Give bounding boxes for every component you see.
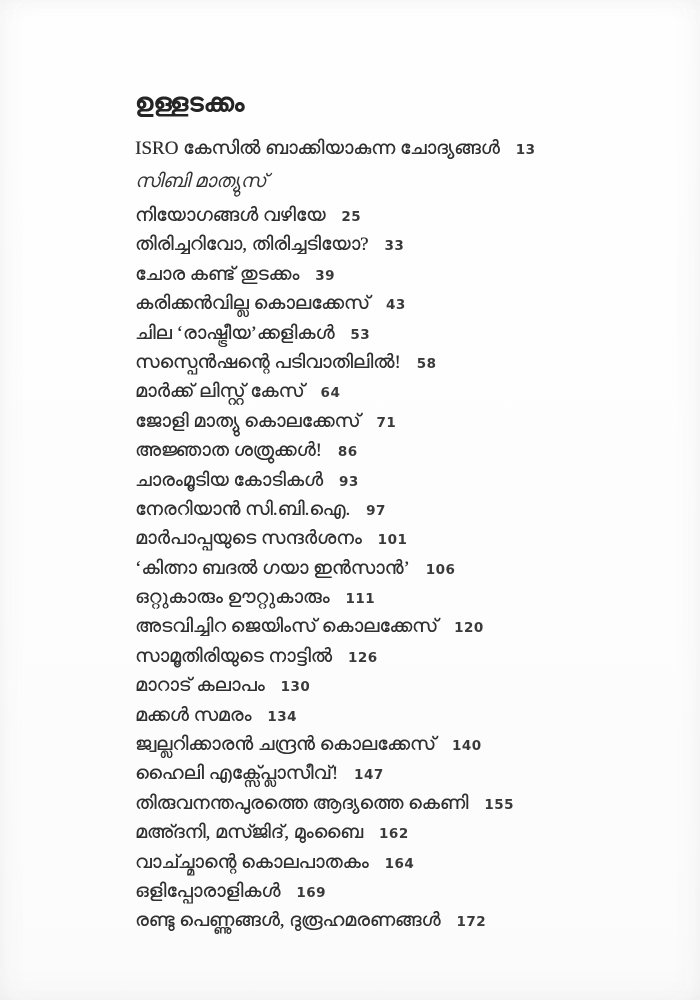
toc-entry-title: തിരിച്ചറിവോ, തിരിച്ചടിയോ? <box>135 234 369 256</box>
toc-entry-page-number: 162 <box>379 826 409 843</box>
toc-entry-title: മാർപാപ്പയുടെ സന്ദർശനം <box>135 528 362 550</box>
toc-entry <box>135 234 670 263</box>
toc-entry-page-number: 106 <box>425 561 456 578</box>
toc-entry <box>135 793 670 822</box>
toc-entry-page-number: 134 <box>267 708 297 725</box>
toc-entry-page-number: 71 <box>376 414 397 431</box>
toc-entry-page-number: 43 <box>385 297 406 314</box>
toc-entry-title: സസ്പെൻഷന്റെ പടിവാതിലിൽ! <box>135 351 401 373</box>
toc-entry-title: ‘കിത്നാ ബദൽ ഗയാ ഇൻസാൻ’ <box>135 557 410 579</box>
toc-entry-title: മഅ്ദനി, മസ്ജിദ്, മുംബൈ <box>135 822 364 844</box>
toc-entry-page-number: 155 <box>484 796 514 813</box>
toc-entry <box>135 352 670 381</box>
toc-entry-title: മാർക്ക് ലിസ്റ്റ് കേസ് <box>135 381 305 403</box>
toc-entry-page-number: 172 <box>456 914 487 931</box>
toc-lead-entry-title: ISRO കേസിൽ ബാക്കിയാകുന്ന ചോദ്യങ്ങൾ <box>135 138 500 159</box>
toc-entry-page-number: 164 <box>384 855 415 872</box>
toc-entry-page-number: 39 <box>315 267 335 284</box>
toc-lead-entry-page-number: 13 <box>515 142 536 158</box>
toc-entry <box>135 587 670 616</box>
toc-entry-list <box>135 205 670 940</box>
toc-entry-page-number: 53 <box>350 326 371 343</box>
toc-entry <box>135 264 670 293</box>
toc-entry <box>135 763 670 792</box>
toc-entry-title: നേരറിയാൻ സി.ബി.ഐ. <box>135 498 351 520</box>
toc-entry <box>135 616 670 645</box>
toc-entry <box>135 293 670 322</box>
toc-entry-page-number: 147 <box>354 767 384 784</box>
toc-entry-title: ഒളിപ്പോരാളികൾ <box>135 880 281 902</box>
toc-entry-title: വാച്ച്മാന്റെ കൊലപാതകം <box>135 851 369 873</box>
toc-entry <box>135 881 670 910</box>
contents-title: ഉള്ളടക്കം <box>135 90 245 117</box>
toc-entry-title: ചില ‘രാഷ്ട്രീയ’ക്കളികൾ <box>135 322 335 344</box>
toc-entry-title: നിയോഗങ്ങൾ വഴിയേ <box>135 205 326 226</box>
toc-entry-page-number: 97 <box>366 502 386 519</box>
toc-entry <box>135 470 670 499</box>
toc-entry <box>135 646 670 675</box>
toc-entry-title: കരിക്കൻവില്ല കൊലക്കേസ് <box>135 293 370 315</box>
toc-entry-title: തിരുവനന്തപുരത്തെ ആദ്യത്തെ കെണി <box>135 792 469 814</box>
toc-entry-title: മക്കൾ സമരം <box>135 704 252 726</box>
toc-entry-title: ഹൈലി എക്സ്പ്ലോസീവ്! <box>135 763 339 785</box>
toc-entry-page-number: 101 <box>377 532 408 549</box>
toc-entry-page-number: 58 <box>416 355 437 372</box>
toc-lead-entry <box>135 138 536 160</box>
toc-entry-title: ജ്വല്ലറിക്കാരൻ ചന്ദ്രൻ കൊലക്കേസ് <box>135 734 436 756</box>
toc-entry <box>135 205 670 234</box>
toc-entry <box>135 381 670 410</box>
toc-entry-page-number: 25 <box>341 209 362 225</box>
toc-entry <box>135 558 670 587</box>
toc-entry-title: ചോര കണ്ട് തുടക്കം <box>135 263 300 285</box>
toc-entry-page-number: 33 <box>384 238 405 255</box>
toc-entry-page-number: 86 <box>337 444 358 461</box>
toc-entry-title: മാറാട് കലാപം <box>135 675 265 697</box>
toc-entry <box>135 852 670 881</box>
toc-entry-title: രണ്ടു പെണ്ണുങ്ങൾ, ദുരൂഹമരണങ്ങൾ <box>135 910 441 932</box>
toc-entry <box>135 675 670 704</box>
toc-entry <box>135 822 670 851</box>
toc-entry-page-number: 93 <box>338 473 359 490</box>
toc-entry-title: സാമൂതിരിയുടെ നാട്ടിൽ <box>135 645 332 667</box>
toc-entry <box>135 734 670 763</box>
toc-entry <box>135 910 670 939</box>
toc-entry-title: ജോളി മാത്യു കൊലക്കേസ് <box>135 410 361 432</box>
toc-entry <box>135 323 670 352</box>
toc-entry-title: അജ്ഞാത ശത്രുക്കൾ! <box>135 440 322 462</box>
toc-entry-page-number: 126 <box>347 649 378 666</box>
toc-entry <box>135 705 670 734</box>
toc-entry-title: ചാരംമൂടിയ കോടികൾ <box>135 469 323 491</box>
toc-entry-page-number: 111 <box>345 591 376 608</box>
toc-entry-title: അടവിച്ചിറ ജെയിംസ് കൊലക്കേസ് <box>135 616 439 638</box>
toc-entry-page-number: 120 <box>454 620 484 637</box>
toc-lead-entry-author: സിബി മാത്യുസ് <box>135 171 267 192</box>
toc-entry <box>135 499 670 528</box>
toc-entry <box>135 411 670 440</box>
toc-entry-page-number: 64 <box>320 385 341 402</box>
toc-entry-title: ഒറ്റുകാരും ഊറ്റുകാരും <box>135 587 330 609</box>
toc-entry <box>135 440 670 469</box>
toc-entry-page-number: 130 <box>280 679 311 696</box>
toc-entry-page-number: 140 <box>451 738 482 755</box>
toc-entry-page-number: 169 <box>296 884 327 901</box>
toc-entry <box>135 528 670 557</box>
